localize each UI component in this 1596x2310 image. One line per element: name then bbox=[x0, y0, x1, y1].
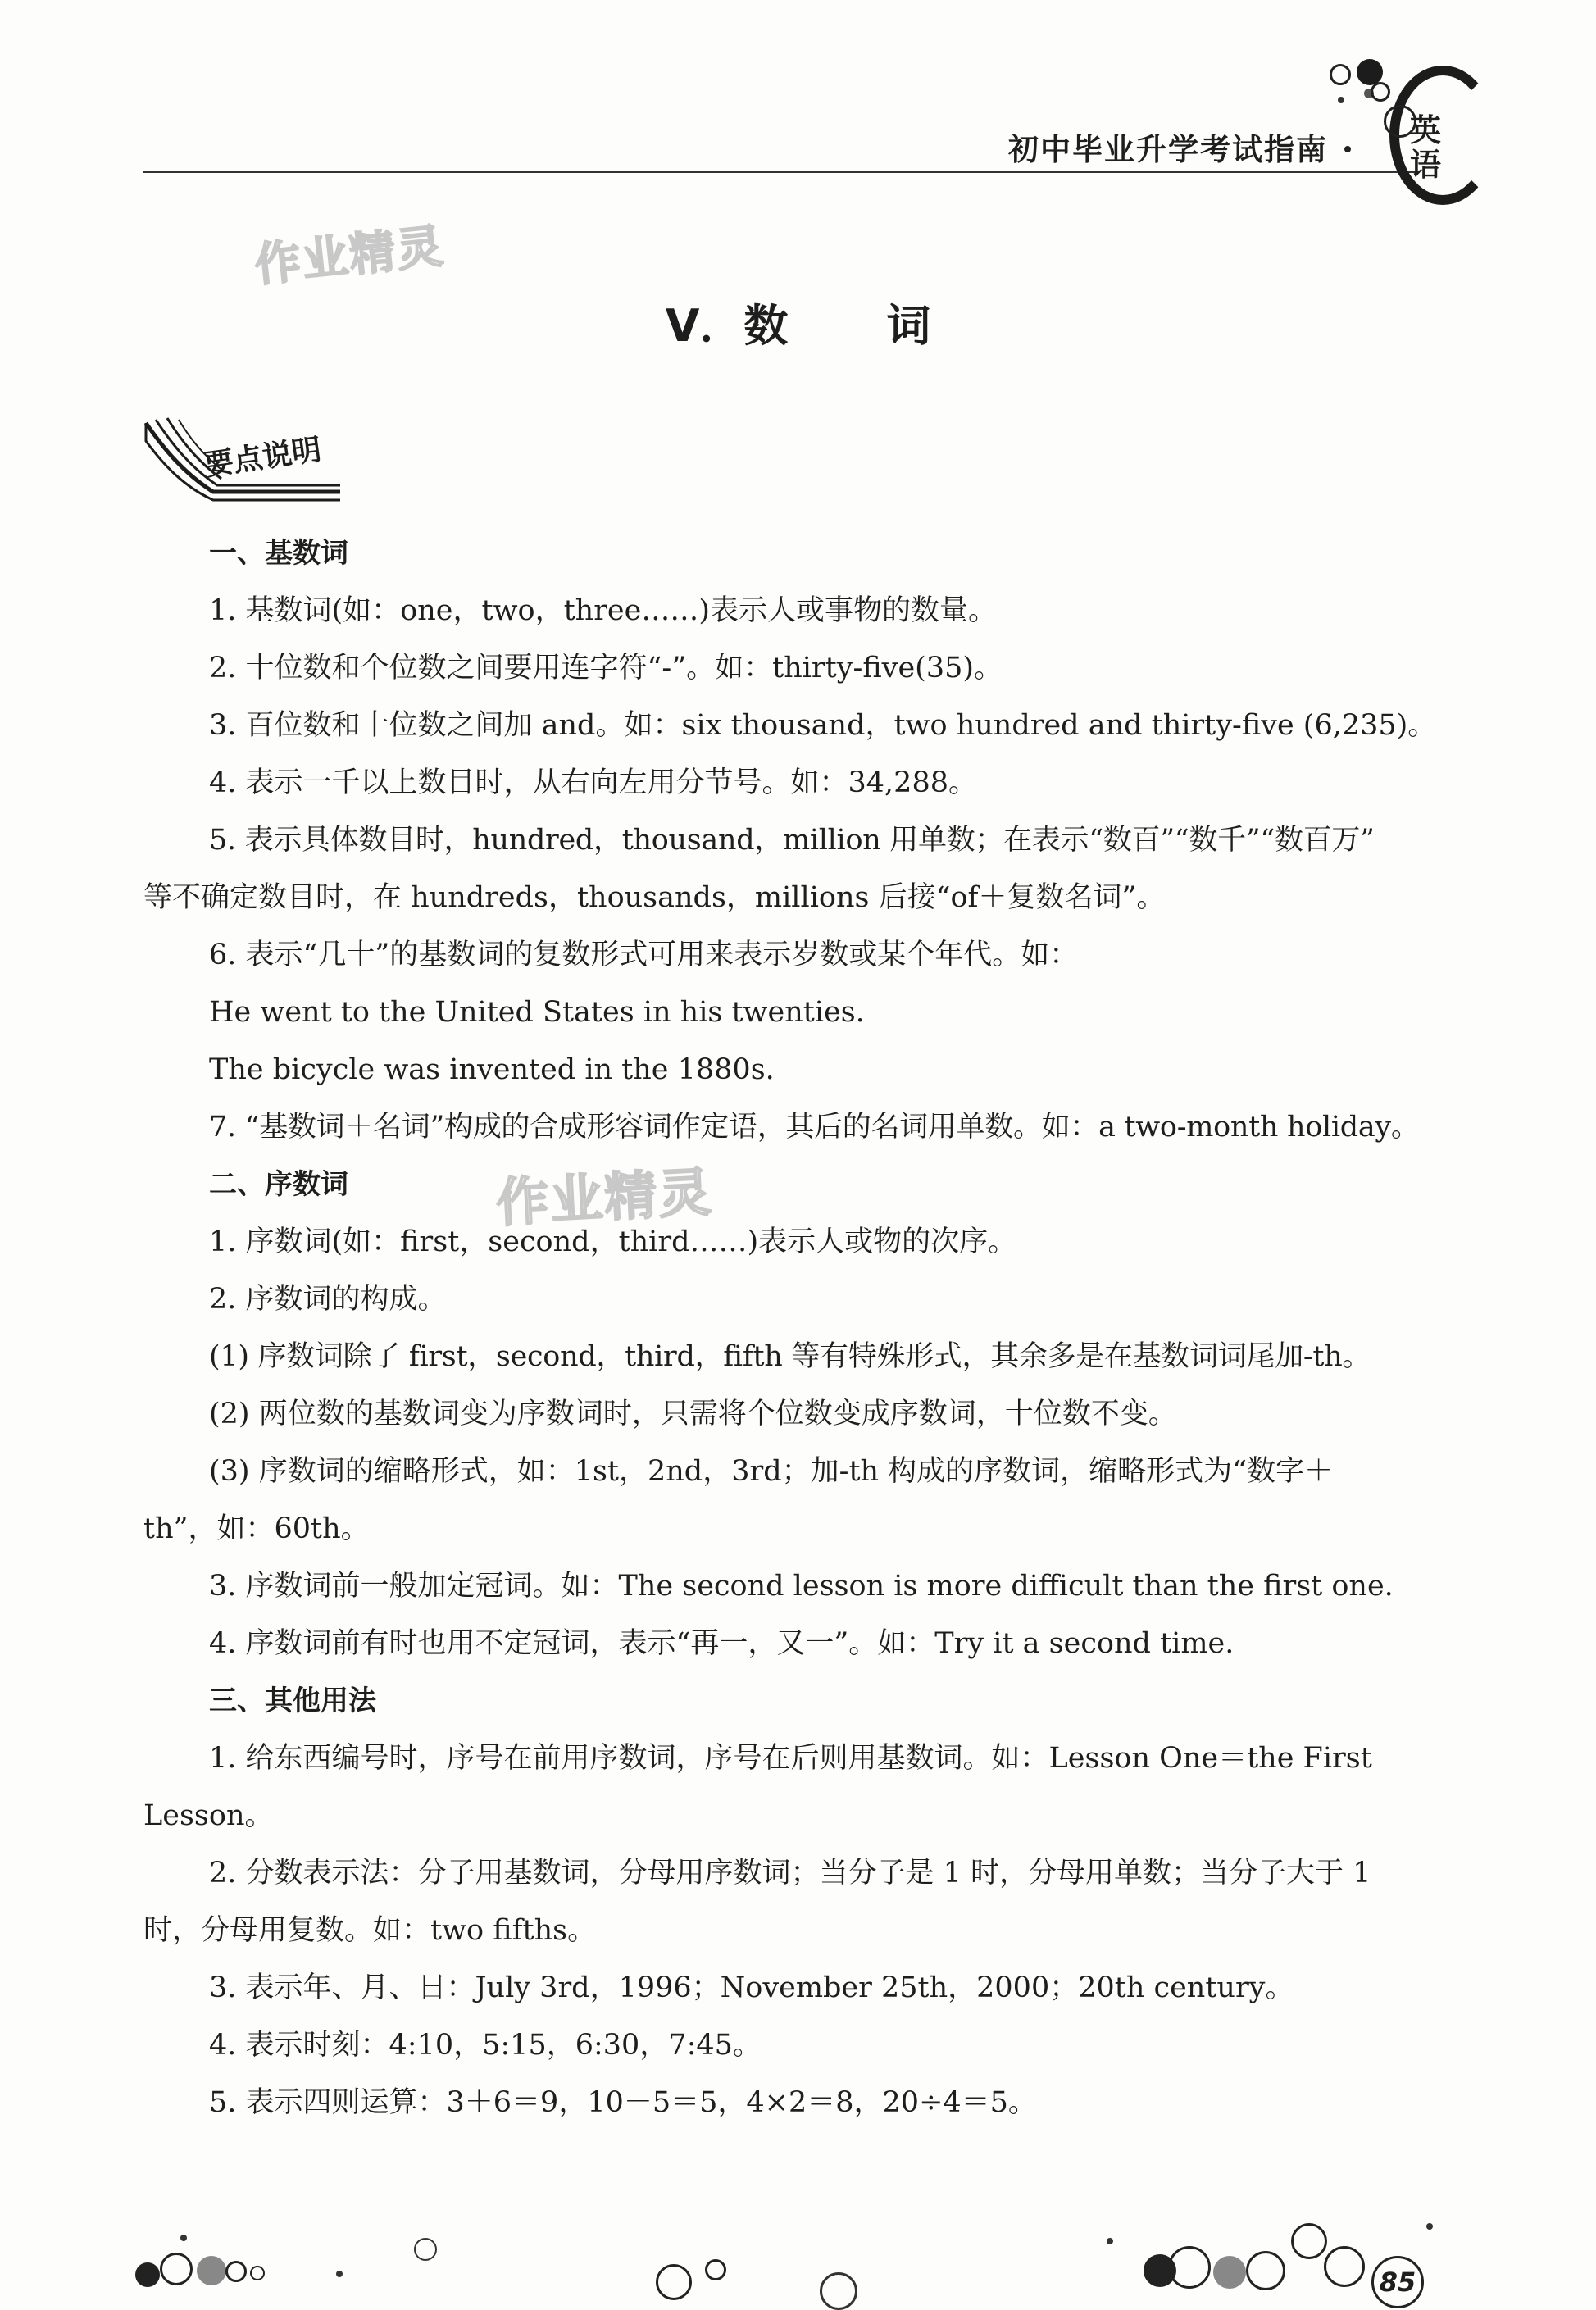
text-line: 3. 表示年、月、日：July 3rd，1996；November 25th，2000；20th century。 bbox=[209, 1971, 1294, 2004]
key-points-label: 要点说明 bbox=[202, 433, 324, 483]
decor-dot bbox=[336, 2271, 343, 2277]
text-line: 4. 序数词前有时也用不定冠词，表示“再一，又一”。如：Try it a second time. bbox=[209, 1627, 1235, 1660]
content-body bbox=[143, 525, 1455, 2131]
text-line: 1. 序数词(如：first，second，third……)表示人或物的次序。 bbox=[209, 1225, 1017, 1258]
decor-dot bbox=[135, 2262, 160, 2287]
example-sentence: He went to the United States in his twenties. bbox=[209, 996, 865, 1029]
decor-dot bbox=[1324, 2246, 1365, 2287]
text-line: 2. 十位数和个位数之间要用连字符“-”。如：thirty-five(35)。 bbox=[209, 652, 1003, 684]
decor-dot bbox=[414, 2238, 437, 2261]
text-line: 时，分母用复数。如：two fifths。 bbox=[143, 1914, 597, 1947]
text-line: 3. 序数词前一般加定冠词。如：The second lesson is more difficult than the first one. bbox=[209, 1570, 1394, 1603]
text-line: 等不确定数目时，在 hundreds，thousands，millions 后接“of＋复数名词”。 bbox=[143, 881, 1166, 914]
heading-other-usage: 三、其他用法 bbox=[209, 1685, 376, 1717]
subject-char-1: 英 bbox=[1410, 111, 1442, 148]
page-number: 85 bbox=[1371, 2256, 1424, 2308]
watermark-logo: 作业精灵 bbox=[252, 220, 448, 293]
example-sentence: The bicycle was invented in the 1880s. bbox=[209, 1053, 775, 1086]
section-title-end: 词 bbox=[886, 300, 931, 352]
text-line: 3. 百位数和十位数之间加 and。如：six thousand，two hundred and thirty-five (6,235)。 bbox=[209, 709, 1437, 742]
text-line: th”，如：60th。 bbox=[143, 1512, 370, 1545]
decor-dot bbox=[1384, 105, 1416, 138]
key-points-banner bbox=[139, 416, 352, 510]
decor-dot bbox=[1168, 2246, 1211, 2289]
header-rule bbox=[143, 171, 1418, 173]
heading-ordinal: 二、序数词 bbox=[209, 1168, 348, 1201]
decor-dot bbox=[1246, 2251, 1285, 2290]
text-line: 6. 表示“几十”的基数词的复数形式可用来表示岁数或某个年代。如： bbox=[209, 939, 1079, 971]
subject-char-2: 语 bbox=[1410, 146, 1442, 183]
section-title-numeral: V．数 bbox=[665, 300, 789, 352]
text-line: 5. 表示具体数目时，hundred，thousand，million 用单数；在表示“数百”“数千”“数百万” bbox=[209, 824, 1375, 857]
decor-dot bbox=[1291, 2223, 1327, 2259]
heading-cardinal: 一、基数词 bbox=[209, 537, 348, 570]
decor-dot bbox=[250, 2266, 265, 2280]
decor-dot bbox=[1338, 97, 1344, 103]
text-line: (1) 序数词除了 first，second，third，fifth 等有特殊形式，其余多是在基数词词尾加-th。 bbox=[209, 1340, 1371, 1373]
text-line: 1. 给东西编号时，序号在前用序数词，序号在后则用基数词。如：Lesson One＝the First bbox=[209, 1742, 1372, 1775]
text-line: 2. 分数表示法：分子用基数词，分母用序数词；当分子是 1 时，分母用单数；当分子大于 1 bbox=[209, 1857, 1371, 1889]
text-line: 4. 表示一千以上数目时，从右向左用分节号。如：34,288。 bbox=[209, 766, 977, 799]
text-line: (3) 序数词的缩略形式，如：1st，2nd，3rd；加-th 构成的序数词，缩略形式为“数字＋ bbox=[209, 1455, 1334, 1488]
decor-dot bbox=[1371, 82, 1390, 102]
running-header-title: 初中毕业升学考试指南 bbox=[1008, 131, 1328, 167]
text-line: 2. 序数词的构成。 bbox=[209, 1283, 447, 1316]
text-line: 5. 表示四则运算：3＋6＝9，10－5＝5，4×2＝8，20÷4＝5。 bbox=[209, 2086, 1037, 2119]
decor-dot bbox=[1330, 64, 1351, 85]
decor-dot bbox=[1213, 2256, 1246, 2289]
decor-dot bbox=[197, 2256, 226, 2285]
decor-dot bbox=[1426, 2223, 1433, 2230]
decor-dot bbox=[705, 2259, 726, 2280]
decor-dot bbox=[1344, 146, 1351, 152]
watermark-logo: 作业精灵 bbox=[494, 1162, 715, 1235]
text-line: 1. 基数词(如：one，two，three……)表示人或事物的数量。 bbox=[209, 594, 998, 627]
decor-dot bbox=[225, 2261, 247, 2282]
decor-dot bbox=[820, 2272, 857, 2310]
decor-dot bbox=[180, 2235, 187, 2241]
decor-dot bbox=[160, 2253, 193, 2285]
text-line: 4. 表示时刻：4:10，5:15，6:30，7:45。 bbox=[209, 2029, 762, 2062]
text-line: 7. “基数词＋名词”构成的合成形容词作定语，其后的名词用单数。如：a two-month holiday。 bbox=[209, 1111, 1420, 1144]
text-line: Lesson。 bbox=[143, 1799, 274, 1832]
text-line: (2) 两位数的基数词变为序数词时，只需将个位数变成序数词，十位数不变。 bbox=[209, 1398, 1177, 1430]
decor-dot bbox=[1107, 2238, 1113, 2244]
section-title bbox=[0, 291, 1596, 354]
decor-dot bbox=[656, 2264, 692, 2300]
